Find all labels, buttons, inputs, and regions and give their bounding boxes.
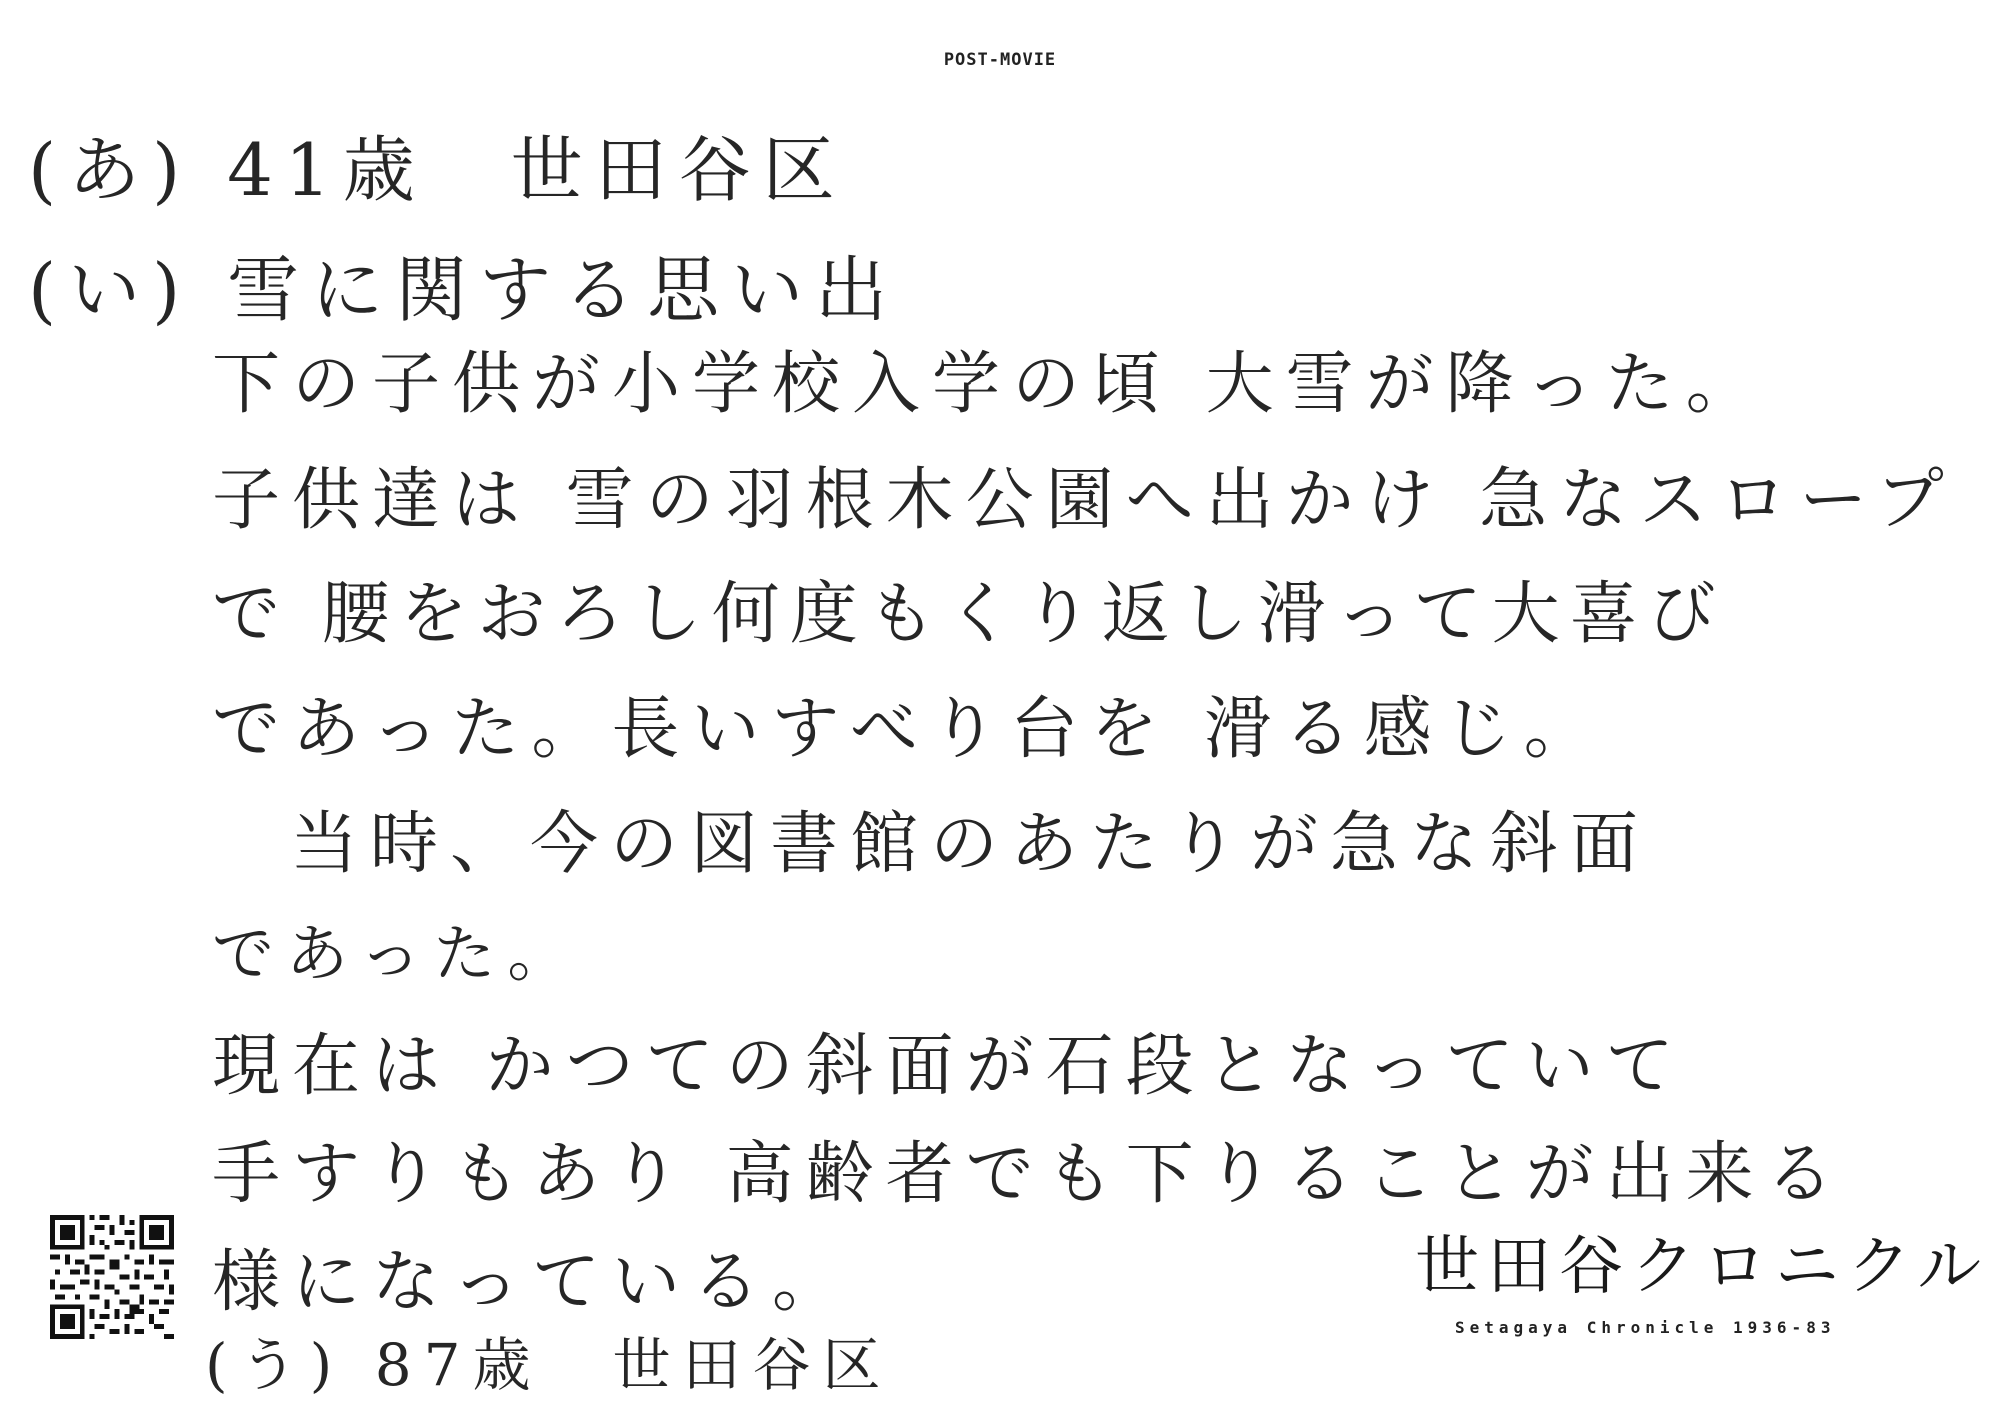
line-i: (い) 雪に関する思い出 [28, 248, 900, 332]
line-2: 子供達は 雪の羽根木公園へ出かけ 急なスロープ [212, 461, 1956, 540]
line-9: 様になっている。 [212, 1243, 853, 1322]
line-5: 当時、今の図書館のあたりが急な斜面 [290, 805, 1651, 884]
brand-title: 世田谷クロニクル [1415, 1230, 1990, 1304]
line-6: であった。 [212, 917, 582, 990]
line-3: で 腰をおろし何度もくり返し滑って大喜び [212, 575, 1726, 654]
line-u: (う) 87歳 世田谷区 [205, 1331, 893, 1399]
line-4: であった。長いすべり台を 滑る感じ。 [212, 690, 1604, 769]
line-8: 手すりもあり 高齢者でも下りることが出来る [212, 1135, 1846, 1214]
line-7: 現在は かつての斜面が石段となっていて [212, 1027, 1686, 1106]
brand-subtitle: Setagaya Chronicle 1936-83 [1455, 1318, 1836, 1337]
line-1: 下の子供が小学校入学の頃 大雪が降った。 [212, 345, 1766, 424]
header-label: POST-MOVIE [943, 50, 1057, 70]
line-a: (あ) 41歳 世田谷区 [28, 128, 847, 212]
qr-code-icon [50, 1215, 174, 1339]
